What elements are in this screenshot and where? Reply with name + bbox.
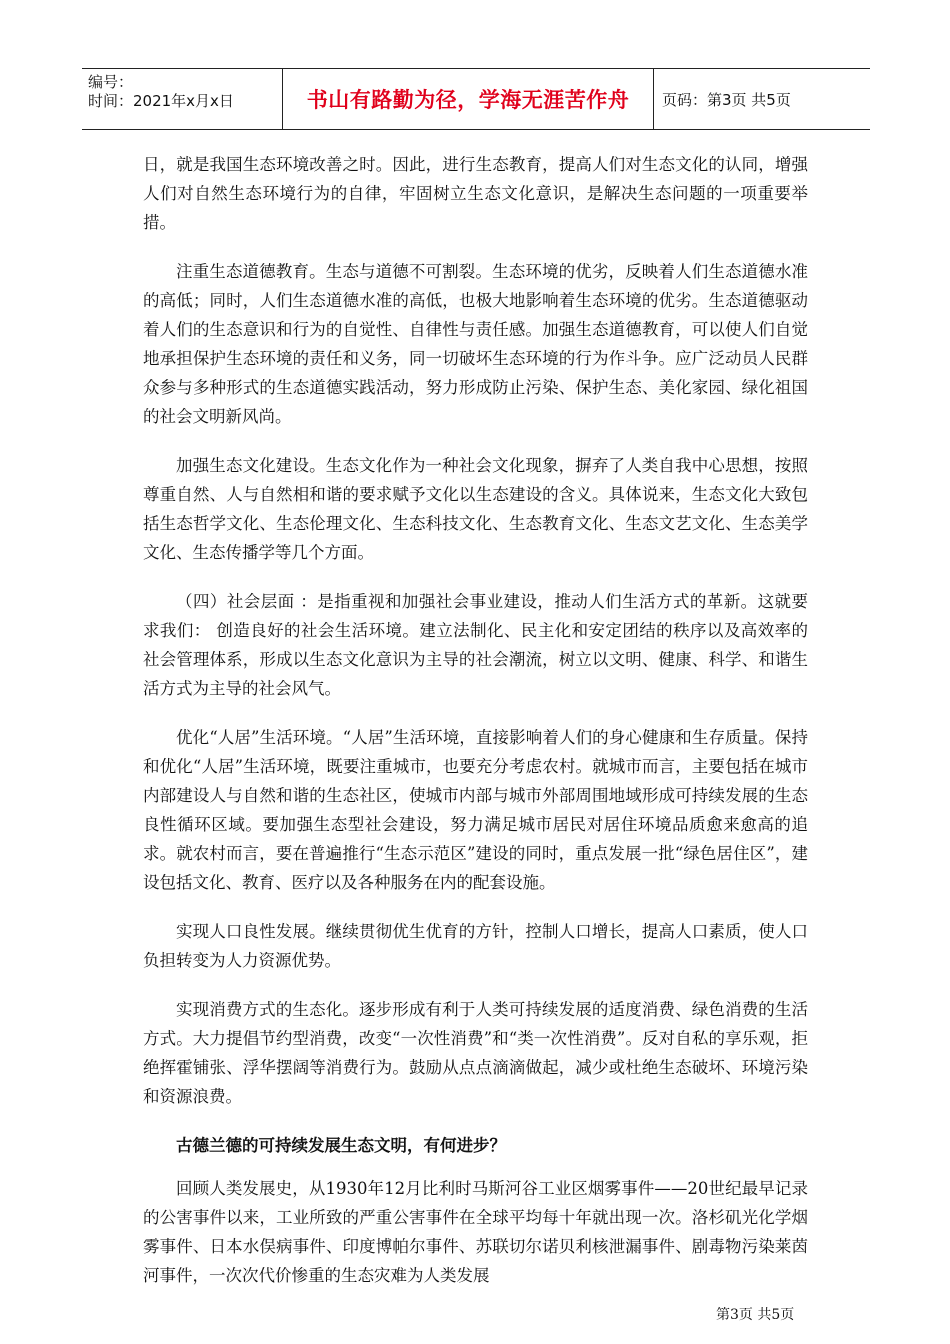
page-footer [716, 1304, 794, 1324]
header-page-indicator [654, 69, 870, 129]
header-page-label: 页码：第3页 共5页 [662, 90, 791, 109]
header-meta [82, 69, 282, 129]
body-paragraph: 回顾人类发展史，从1930年12月比利时马斯河谷工业区烟雾事件——20世纪最早记录的公害事件以来，工业所致的严重公害事件在全球平均每十年就出现一次。洛杉矶光化学烟雾事件、日本水俣病事件、印度博帕尔事件、苏联切尔诺贝利核泄漏事件、剧毒物污染莱茵河事件，一次次代价惨重的生态灾难为人类发展 [143, 1179, 808, 1285]
header-motto-cell [282, 69, 654, 129]
body-paragraph: 日，就是我国生态环境改善之时。因此，进行生态教育，提高人们对生态文化的认同，增强人们对自然生态环境行为的自律，牢固树立生态文化意识，是解决生态问题的一项重要举措。 [143, 155, 808, 232]
body-paragraph: 实现人口良性发展。继续贯彻优生优育的方针，控制人口增长，提高人口素质，使人口负担转变为人力资源优势。 [143, 922, 808, 970]
body-paragraph: 优化“人居”生活环境。“人居”生活环境，直接影响着人们的身心健康和生存质量。保持和优化“人居”生活环境，既要注重城市，也要充分考虑农村。就城市而言，主要包括在城市内部建设人与自然和谐的生态社区，使城市内部与城市外部周围地域形成可持续发展的生态良性循环区域。要加强生态型社会建设，努力满足城市居民对居住环境品质愈来愈高的追求。就农村而言，要在普遍推行“生态示范区”建设的同时，重点发展一批“绿色居住区”，建设包括文化、教育、医疗以及各种服务在内的配套设施。 [143, 728, 808, 892]
body-paragraph: 实现消费方式的生态化。逐步形成有利于人类可持续发展的适度消费、绿色消费的生活方式。大力提倡节约型消费，改变“一次性消费”和“类一次性消费”。反对自私的享乐观，拒绝挥霍铺张、浮华摆阔等消费行为。鼓励从点点滴滴做起，减少或杜绝生态破坏、环境污染和资源浪费。 [143, 1000, 808, 1106]
body-paragraph: 注重生态道德教育。生态与道德不可割裂。生态环境的优劣，反映着人们生态道德水准的高低；同时，人们生态道德水准的高低，也极大地影响着生态环境的优劣。生态道德驱动着人们的生态意识和行为的自觉性、自律性与责任感。加强生态道德教育，可以使人们自觉地承担保护生态环境的责任和义务，同一切破坏生态环境的行为作斗争。应广泛动员人民群众参与多种形式的生态道德实践活动，努力形成防止污染、保护生态、美化家园、绿化祖国的社会文明新风尚。 [143, 262, 808, 426]
header-motto: 书山有路勤为径，学海无涯苦作舟 [306, 88, 630, 112]
body-paragraph: 加强生态文化建设。生态文化作为一种社会文化现象，摒弃了人类自我中心思想，按照尊重自然、人与自然相和谐的要求赋予文化以生态建设的含义。具体说来，生态文化大致包括生态哲学文化、生态伦理文化、生态科技文化、生态教育文化、生态文艺文化、生态美学文化、生态传播学等几个方面。 [143, 456, 808, 562]
document-number-label: 编号： [88, 73, 134, 91]
page-header [82, 68, 870, 130]
document-body [143, 150, 808, 1310]
body-paragraph: （四）社会层面 ：是指重视和加强社会事业建设，推动人们生活方式的革新。这就要求我们： 创造良好的社会生活环境。建立法制化、民主化和安定团结的秩序以及高效率的社会管理体系，形成以生态文化意识为主导的社会潮流，树立以文明、健康、科学、和谐生活方式为主导的社会风气。 [143, 592, 808, 698]
footer-page-number: 第3页 共5页 [716, 1307, 795, 1323]
section-heading: 古德兰德的可持续发展生态文明，有何进步？ [176, 1136, 506, 1155]
document-date-label: 时间：2021年x月x日 [88, 92, 234, 110]
